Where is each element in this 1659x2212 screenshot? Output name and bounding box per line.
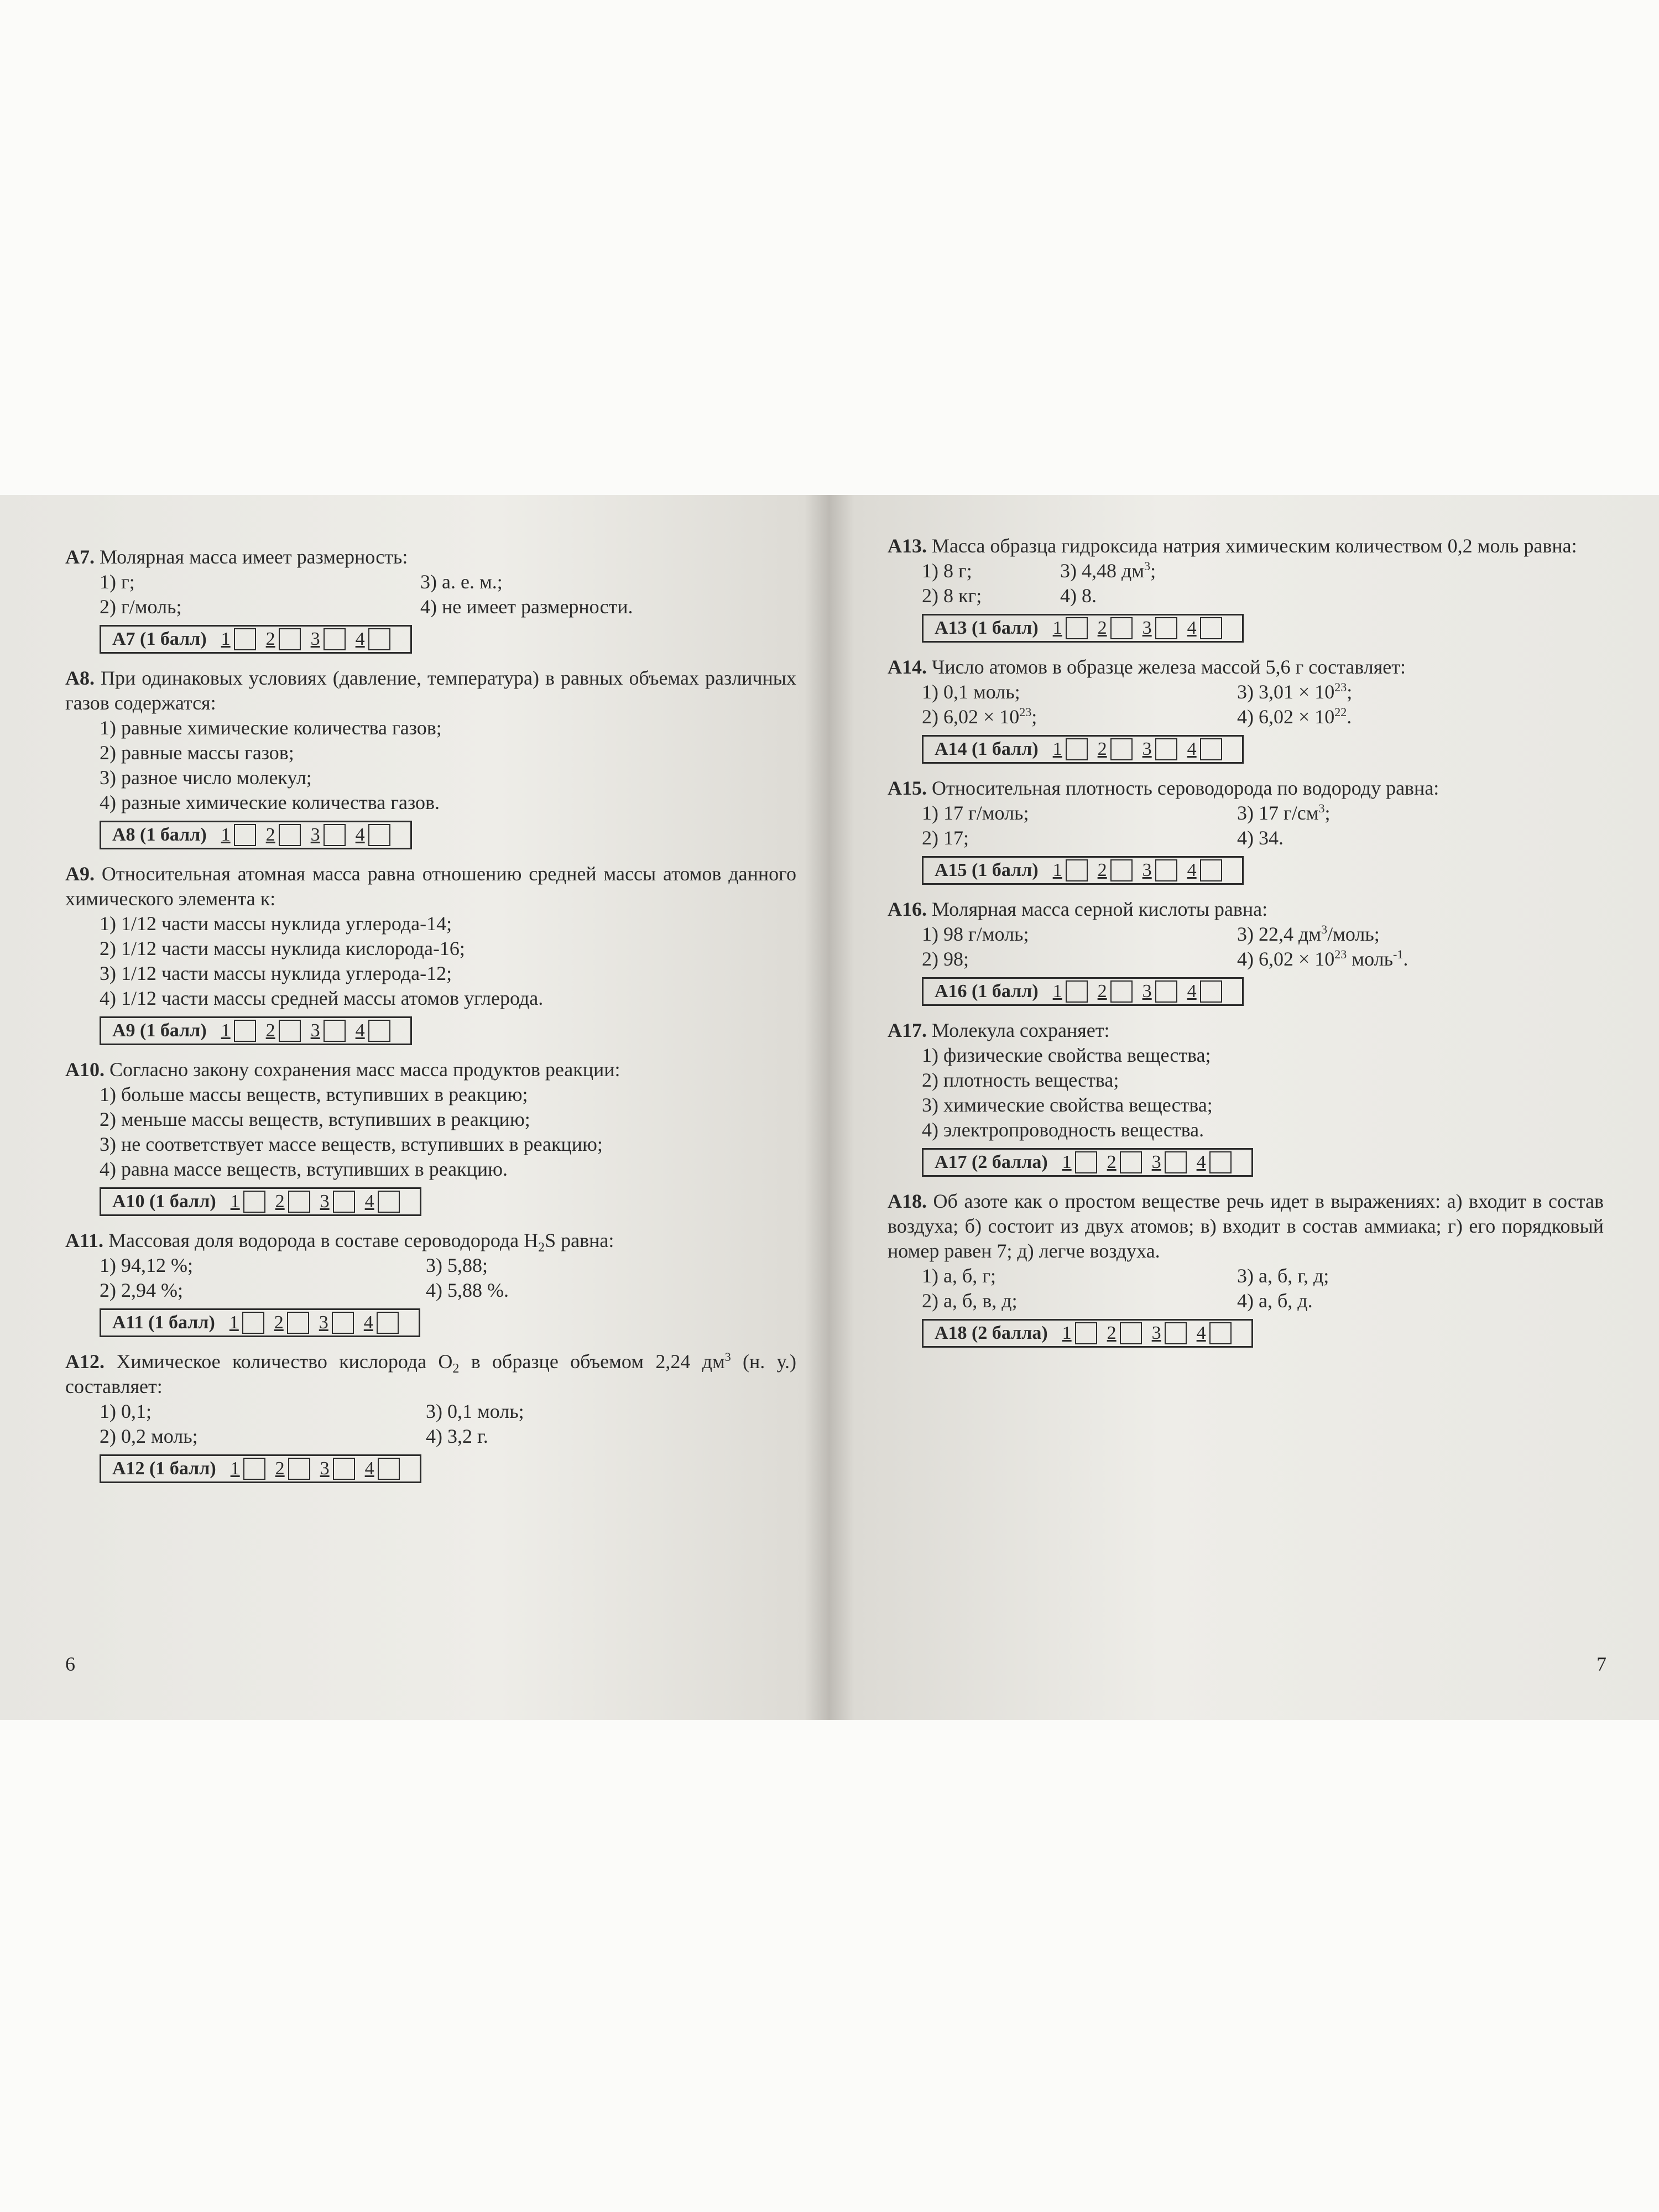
answer-option: 3) 17 $г/см^3$; [1237, 801, 1331, 824]
answer-choice[interactable] [1187, 738, 1228, 760]
question-block [888, 534, 1604, 643]
question-body: Относительная плотность сероводорода по водороду равна: [927, 777, 1439, 799]
checkbox-square[interactable] [1155, 859, 1177, 881]
checkbox-square[interactable] [1075, 1322, 1097, 1344]
answer-label: А13 (1 балл) [935, 618, 1039, 638]
question-body: Молярная масса серной кислоты равна: [927, 898, 1268, 920]
answer-choice[interactable] [1142, 980, 1183, 1003]
answer-choice-number: 3 [319, 1312, 328, 1333]
answer-option: 4) электропроводность вещества. [922, 1119, 1204, 1141]
answer-option: 2) плотность вещества; [922, 1069, 1119, 1091]
answer-options [888, 680, 1604, 729]
answer-option: 4) не имеет размерности. [420, 596, 633, 618]
answer-label: А18 (2 балла) [935, 1323, 1048, 1343]
answer-option: 1) 0,1 моль; [922, 681, 1020, 703]
answer-choice[interactable] [231, 1191, 271, 1213]
question-body: Молярная масса имеет размерность: [95, 546, 408, 568]
answer-label: А17 (2 балла) [935, 1152, 1048, 1172]
question-number: А12. [65, 1350, 105, 1373]
answer-choice-number: 1 [230, 1191, 240, 1212]
answer-option: 2) а, б, в, д; [922, 1290, 1018, 1312]
question-body: Согласно закону сохранения масс масса продуктов реакции: [105, 1058, 620, 1081]
answer-choice[interactable] [1062, 1322, 1103, 1344]
answer-option: 3) 4,48 $дм^3$; [1060, 559, 1156, 582]
checkbox-square[interactable] [287, 1312, 309, 1334]
answer-box [922, 1148, 1253, 1177]
question-number: А15. [888, 777, 927, 799]
answer-label: А15 (1 балл) [935, 860, 1039, 880]
question-block [888, 776, 1604, 885]
answer-option: 3) 22,4 $дм^3$/моль; [1237, 922, 1380, 945]
checkbox-square[interactable] [1066, 980, 1088, 1003]
answer-option: 2) 2,94 %; [100, 1279, 183, 1301]
answer-choice-number: 2 [265, 825, 275, 845]
answer-choice[interactable] [1062, 1151, 1103, 1173]
checkbox-square[interactable] [368, 1020, 390, 1042]
checkbox-square[interactable] [1165, 1322, 1187, 1344]
answer-choice[interactable] [1142, 859, 1183, 881]
answer-choice[interactable] [1142, 617, 1183, 639]
answer-choice-number: 3 [1151, 1323, 1161, 1343]
checkbox-square[interactable] [1200, 859, 1222, 881]
answer-choice[interactable] [1098, 738, 1138, 760]
answer-choice-number: 2 [275, 1458, 285, 1479]
answer-choice-number: 3 [1142, 860, 1152, 880]
answer-choice[interactable] [275, 1191, 316, 1213]
checkbox-square[interactable] [324, 628, 346, 650]
answer-choice[interactable] [1187, 859, 1228, 881]
page-number: 7 [1597, 1653, 1606, 1675]
answer-choice-number: 2 [265, 629, 275, 649]
answer-options [888, 922, 1604, 972]
answer-choice[interactable] [266, 628, 306, 650]
question-text [65, 1349, 796, 1399]
checkbox-square[interactable] [234, 824, 256, 846]
answer-choice[interactable] [356, 824, 396, 846]
question-text [888, 534, 1604, 559]
answer-choice-number: 1 [230, 1458, 240, 1479]
question-body: Химическое количество кислорода $O_2$ в образце объемом 2,24 $дм^3$ (н. у.) составляет: [65, 1350, 796, 1397]
checkbox-square[interactable] [234, 1020, 256, 1042]
answer-option: 4) 3,2 г. [426, 1425, 488, 1447]
checkbox-square[interactable] [1200, 738, 1222, 760]
question-number: А18. [888, 1190, 927, 1212]
answer-choice-number: 3 [310, 629, 320, 649]
answer-choice-number: 2 [1097, 618, 1107, 638]
answer-choice-number: 4 [1187, 618, 1197, 638]
answer-box [922, 735, 1244, 764]
answer-box [922, 614, 1244, 643]
answer-options [65, 1253, 796, 1303]
checkbox-square[interactable] [1110, 617, 1133, 639]
answer-choice-number: 4 [355, 825, 365, 845]
answer-choice-number: 3 [1151, 1152, 1161, 1172]
question-block [888, 897, 1604, 1006]
question-number: А17. [888, 1019, 927, 1041]
checkbox-square[interactable] [1200, 980, 1222, 1003]
answer-choice[interactable] [364, 1312, 404, 1334]
answer-option: 4) равна массе веществ, вступивших в реакцию. [100, 1158, 508, 1180]
answer-choice[interactable] [266, 1020, 306, 1042]
answer-choice-number: 4 [1196, 1152, 1206, 1172]
answer-options [888, 559, 1604, 608]
answer-option: 1) а, б, г; [922, 1265, 997, 1287]
answer-option: 2) равные массы газов; [100, 742, 294, 764]
answer-choice-number: 3 [320, 1191, 330, 1212]
answer-box [922, 977, 1244, 1006]
question-number: А14. [888, 656, 927, 678]
answer-choice[interactable] [319, 1312, 359, 1334]
question-number: А9. [65, 863, 95, 885]
answer-option: 4) $6,02 \times 10^{23}$ моль$^{-1}$. [1237, 947, 1408, 970]
answer-option: 1) 8 г; [922, 560, 972, 582]
answer-option: 4) а, б, д. [1237, 1290, 1313, 1312]
checkbox-square[interactable] [1155, 980, 1177, 1003]
answer-label: А8 (1 балл) [112, 825, 207, 845]
checkbox-square[interactable] [279, 824, 301, 846]
answer-choice[interactable] [266, 824, 306, 846]
question-text [65, 1228, 796, 1253]
answer-box [100, 1454, 421, 1483]
answer-choice[interactable] [1098, 859, 1138, 881]
answer-choice-number: 2 [275, 1191, 285, 1212]
answer-option: 1) 98 г/моль; [922, 923, 1029, 945]
answer-choice-number: 1 [221, 825, 231, 845]
answer-option: 3) а. е. м.; [420, 571, 503, 593]
question-block [65, 666, 796, 849]
question-block [65, 1057, 796, 1216]
answer-option: 3) не соответствует массе веществ, вступивших в реакцию; [100, 1133, 603, 1155]
answer-choice-number: 2 [1097, 739, 1107, 759]
answer-option: 3) а, б, г, д; [1237, 1265, 1329, 1287]
question-body: Массовая доля водорода в составе сероводорода $H_2S$ равна: [103, 1229, 614, 1255]
question-block [888, 655, 1604, 764]
question-block [65, 1228, 796, 1337]
answer-choice[interactable] [365, 1191, 405, 1213]
answer-option: 4) 8. [1060, 585, 1097, 607]
answer-box [100, 821, 412, 849]
answer-option: 2) 1/12 части массы нуклида кислорода-16; [100, 937, 465, 959]
answer-label: А14 (1 балл) [935, 739, 1039, 759]
answer-option: 1) 0,1; [100, 1400, 152, 1422]
answer-choice-number: 1 [1052, 981, 1062, 1001]
question-text [65, 1057, 796, 1082]
answer-option: 2) 0,2 моль; [100, 1425, 198, 1447]
book-spread [0, 495, 1659, 1720]
answer-choice[interactable] [229, 1312, 270, 1334]
answer-choice[interactable] [320, 1458, 361, 1480]
page-number: 6 [65, 1653, 75, 1675]
answer-choice[interactable] [1152, 1151, 1192, 1173]
answer-option: 4) $6,02 \times 10^{22}$. [1237, 705, 1352, 728]
checkbox-square[interactable] [1110, 980, 1133, 1003]
checkbox-square[interactable] [378, 1458, 400, 1480]
answer-choice-number: 2 [1097, 981, 1107, 1001]
answer-option: 2) $6,02 \times 10^{23}$; [922, 705, 1037, 728]
answer-choice[interactable] [231, 1458, 271, 1480]
answer-choice-number: 1 [221, 1020, 231, 1041]
answer-choice[interactable] [1053, 980, 1093, 1003]
answer-choice[interactable] [1098, 617, 1138, 639]
answer-choice-number: 3 [310, 825, 320, 845]
question-body: Относительная атомная масса равна отношению средней массы атомов данного химического элемента к: [65, 863, 796, 910]
question-block [65, 862, 796, 1045]
answer-choice[interactable] [1187, 980, 1228, 1003]
checkbox-square[interactable] [1075, 1151, 1097, 1173]
answer-option: 1) 94,12 %; [100, 1254, 193, 1276]
answer-choice-number: 3 [1142, 981, 1152, 1001]
answer-option: 1) 17 г/моль; [922, 802, 1029, 824]
answer-option: 3) 0,1 моль; [426, 1400, 524, 1422]
question-block [888, 1189, 1604, 1348]
question-text [888, 897, 1604, 922]
answer-options [888, 801, 1604, 851]
answer-choice-number: 3 [320, 1458, 330, 1479]
checkbox-square[interactable] [242, 1312, 264, 1334]
answer-choice[interactable] [356, 1020, 396, 1042]
checkbox-square[interactable] [234, 628, 256, 650]
answer-choice-number: 2 [1097, 860, 1107, 880]
checkbox-square[interactable] [1120, 1322, 1142, 1344]
checkbox-square[interactable] [1155, 738, 1177, 760]
question-number: А10. [65, 1058, 105, 1081]
question-text [888, 1018, 1604, 1043]
answer-choice[interactable] [365, 1458, 405, 1480]
answer-choice[interactable] [311, 1020, 351, 1042]
checkbox-square[interactable] [378, 1191, 400, 1213]
answer-option: 2) 98; [922, 948, 969, 970]
answer-choice[interactable] [1098, 980, 1138, 1003]
answer-choice[interactable] [221, 628, 262, 650]
answer-choice[interactable] [1197, 1151, 1237, 1173]
question-block [888, 1018, 1604, 1177]
answer-box [922, 856, 1244, 885]
answer-choice-number: 1 [1052, 618, 1062, 638]
answer-options [65, 716, 796, 815]
answer-choice-number: 2 [274, 1312, 284, 1333]
answer-choice[interactable] [1187, 617, 1228, 639]
answer-option: 4) 5,88 %. [426, 1279, 509, 1301]
answer-options [888, 1043, 1604, 1142]
checkbox-square[interactable] [333, 1458, 355, 1480]
answer-option: 3) $3,01 \times 10^{23}$; [1237, 680, 1353, 703]
answer-choice-number: 4 [355, 1020, 365, 1041]
answer-choice[interactable] [221, 824, 262, 846]
checkbox-square[interactable] [332, 1312, 354, 1334]
checkbox-square[interactable] [1209, 1151, 1232, 1173]
answer-options [65, 1082, 796, 1182]
answer-choice-number: 4 [1187, 860, 1197, 880]
answer-option: 3) химические свойства вещества; [922, 1094, 1213, 1116]
answer-option: 1) г; [100, 571, 135, 593]
question-block [65, 1349, 796, 1483]
answer-choice[interactable] [1107, 1151, 1147, 1173]
answer-box [100, 1016, 412, 1045]
checkbox-square[interactable] [324, 1020, 346, 1042]
question-text [888, 776, 1604, 801]
answer-option: 1) физические свойства вещества; [922, 1044, 1211, 1066]
answer-option: 3) разное число молекул; [100, 766, 312, 789]
answer-choice-number: 1 [221, 629, 231, 649]
answer-choice-number: 2 [265, 1020, 275, 1041]
answer-option: 1) равные химические количества газов; [100, 717, 442, 739]
checkbox-square[interactable] [279, 1020, 301, 1042]
answer-choice-number: 1 [1062, 1323, 1072, 1343]
answer-choice-number: 2 [1107, 1152, 1117, 1172]
question-text [888, 1189, 1604, 1264]
answer-choice[interactable] [356, 628, 396, 650]
checkbox-square[interactable] [324, 824, 346, 846]
question-number: А16. [888, 898, 927, 920]
answer-choice[interactable] [1142, 738, 1183, 760]
answer-choice[interactable] [221, 1020, 262, 1042]
answer-label: А7 (1 балл) [112, 629, 207, 649]
checkbox-square[interactable] [1110, 859, 1133, 881]
question-body: При одинаковых условиях (давление, температура) в равных объемах различных газов содержатся: [65, 667, 796, 714]
answer-label: А12 (1 балл) [112, 1458, 216, 1479]
answer-options [888, 1264, 1604, 1313]
answer-option: 1) 1/12 части массы нуклида углерода-14; [100, 912, 452, 935]
checkbox-square[interactable] [279, 628, 301, 650]
answer-choice-number: 3 [1142, 618, 1152, 638]
answer-choice[interactable] [311, 824, 351, 846]
answer-choice[interactable] [274, 1312, 315, 1334]
answer-label: А16 (1 балл) [935, 981, 1039, 1001]
question-list [888, 534, 1604, 1348]
answer-option: 3) 1/12 части массы нуклида углерода-12; [100, 962, 452, 984]
checkbox-square[interactable] [377, 1312, 399, 1334]
answer-label: А11 (1 балл) [112, 1312, 215, 1333]
answer-option: 4) 1/12 части массы средней массы атомов углерода. [100, 987, 544, 1009]
question-list [65, 545, 796, 1483]
answer-choice-number: 1 [1052, 739, 1062, 759]
answer-choice[interactable] [1053, 617, 1093, 639]
answer-option: 1) больше массы веществ, вступивших в реакцию; [100, 1083, 528, 1105]
answer-option: 2) 8 кг; [922, 585, 982, 607]
answer-choice-number: 4 [1196, 1323, 1206, 1343]
answer-choice[interactable] [1197, 1322, 1237, 1344]
checkbox-square[interactable] [1209, 1322, 1232, 1344]
answer-choice-number: 1 [1052, 860, 1062, 880]
answer-choice-number: 4 [355, 629, 365, 649]
answer-label: А10 (1 балл) [112, 1191, 216, 1212]
checkbox-square[interactable] [1110, 738, 1133, 760]
answer-choice[interactable] [1053, 738, 1093, 760]
question-text [65, 666, 796, 716]
answer-option: 4) разные химические количества газов. [100, 791, 440, 813]
answer-choice-number: 4 [363, 1312, 373, 1333]
checkbox-square[interactable] [288, 1458, 310, 1480]
answer-box [922, 1319, 1253, 1348]
checkbox-square[interactable] [368, 824, 390, 846]
answer-option: 2) меньше массы веществ, вступивших в реакцию; [100, 1108, 530, 1130]
answer-label: А9 (1 балл) [112, 1020, 207, 1041]
left-page [0, 495, 830, 1720]
answer-option: 4) 34. [1237, 827, 1284, 849]
question-block [65, 545, 796, 654]
question-number: А13. [888, 535, 927, 557]
answer-choice-number: 1 [1062, 1152, 1072, 1172]
checkbox-square[interactable] [1066, 738, 1088, 760]
question-number: А8. [65, 667, 95, 689]
checkbox-square[interactable] [1066, 617, 1088, 639]
answer-box [100, 1187, 421, 1216]
answer-option: 2) 17; [922, 827, 969, 849]
checkbox-square[interactable] [243, 1191, 265, 1213]
question-body: Число атомов в образце железа массой 5,6 г составляет: [927, 656, 1406, 678]
checkbox-square[interactable] [1120, 1151, 1142, 1173]
answer-options [65, 1399, 796, 1449]
answer-choice[interactable] [275, 1458, 316, 1480]
checkbox-square[interactable] [1200, 617, 1222, 639]
answer-choice-number: 4 [1187, 739, 1197, 759]
question-text [65, 862, 796, 911]
question-number: А7. [65, 546, 95, 568]
answer-choice-number: 1 [229, 1312, 239, 1333]
question-body: Масса образца гидроксида натрия химическим количеством 0,2 моль равна: [927, 535, 1577, 557]
question-body: Об азоте как о простом веществе речь идет в выражениях: а) входит в состав воздуха; б) состоит из двух атомов; в) входит в состав аммиака; г) его порядковый номер равен 7; д) легче воздуха. [888, 1190, 1604, 1262]
question-text [65, 545, 796, 570]
answer-choice[interactable] [1107, 1322, 1147, 1344]
answer-options [65, 570, 796, 619]
question-number: А11. [65, 1229, 104, 1251]
checkbox-square[interactable] [1066, 859, 1088, 881]
answer-choice-number: 3 [310, 1020, 320, 1041]
checkbox-square[interactable] [1155, 617, 1177, 639]
answer-box [100, 625, 412, 654]
answer-option: 3) 5,88; [426, 1254, 488, 1276]
question-text [888, 655, 1604, 680]
answer-choice[interactable] [1152, 1322, 1192, 1344]
answer-option: 2) г/моль; [100, 596, 182, 618]
checkbox-square[interactable] [288, 1191, 310, 1213]
answer-choice-number: 4 [1187, 981, 1197, 1001]
answer-choice-number: 3 [1142, 739, 1152, 759]
answer-choice-number: 2 [1107, 1323, 1117, 1343]
question-body: Молекула сохраняет: [927, 1019, 1110, 1041]
answer-choice-number: 4 [364, 1191, 374, 1212]
checkbox-square[interactable] [243, 1458, 265, 1480]
right-page [830, 495, 1659, 1720]
answer-choice[interactable] [311, 628, 351, 650]
answer-choice[interactable] [320, 1191, 361, 1213]
answer-choice[interactable] [1053, 859, 1093, 881]
checkbox-square[interactable] [368, 628, 390, 650]
checkbox-square[interactable] [1165, 1151, 1187, 1173]
answer-options [65, 911, 796, 1011]
answer-choice-number: 4 [364, 1458, 374, 1479]
checkbox-square[interactable] [333, 1191, 355, 1213]
answer-box [100, 1308, 420, 1337]
